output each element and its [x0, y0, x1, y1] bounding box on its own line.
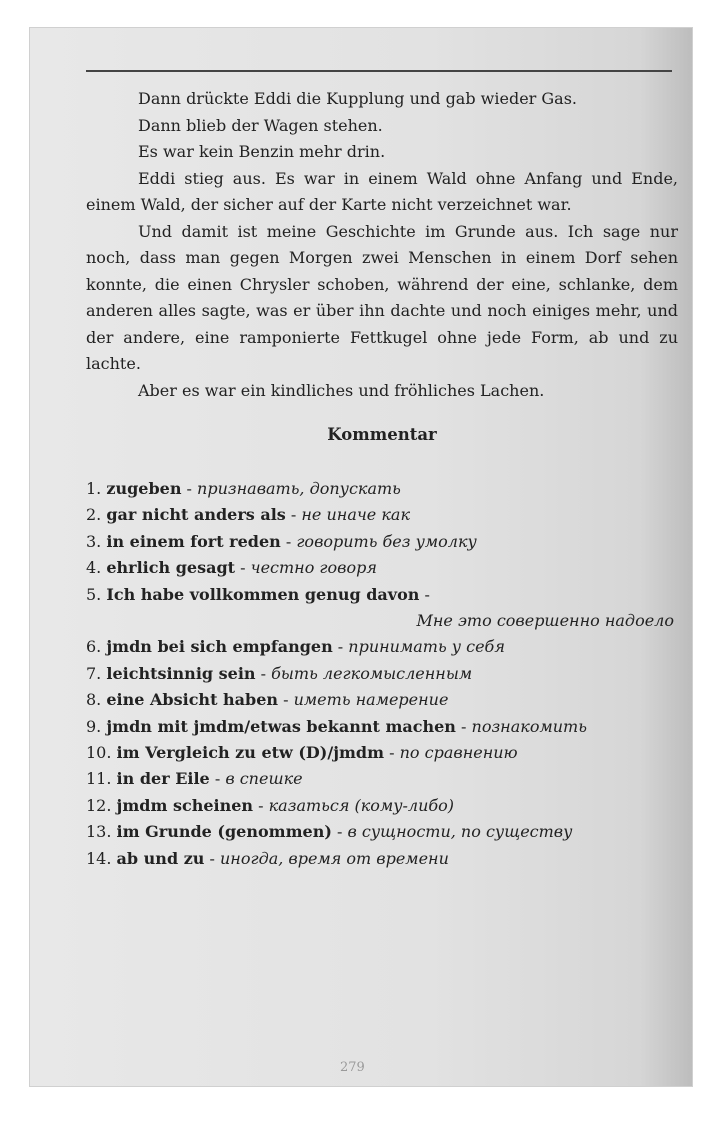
vocab-item — [86, 502, 678, 528]
story-text — [86, 86, 678, 404]
vocab-number: 1. — [86, 479, 102, 498]
vocab-number: 12. — [86, 795, 112, 815]
vocab-russian: признавать, допускать — [197, 479, 401, 498]
paragraph: Es war kein Benzin mehr drin. — [138, 142, 386, 161]
vocab-number: 2. — [86, 505, 102, 525]
vocab-separator: - — [209, 769, 226, 789]
paragraph: Dann drückte Eddi die Kupplung und gab wieder Gas. — [138, 89, 578, 108]
commentary-heading: Kommentar — [327, 425, 437, 444]
vocab-number: 4. — [86, 558, 102, 578]
vocab-russian: честно говоря — [250, 558, 377, 578]
paragraph: Und damit ist meine Geschichte im Grunde aus. Ich sage nur noch, dass man gegen Morgen zwei Menschen in einem Dorf sehen konnte, die einen Chrysler schoben, während der eine, schlanke, dem anderen alles sagte, was er über ihn dachte und noch einiges mehr, und der andere, eine ramponierte Fettkugel ohne jede Form, ab und zu lachte. — [86, 221, 678, 373]
vocab-german: in einem fort reden — [106, 531, 281, 551]
vocab-number: 13. — [86, 822, 112, 842]
vocab-item — [86, 793, 678, 819]
vocab-separator: - — [253, 795, 269, 815]
vocab-german: ehrlich gesagt — [106, 558, 236, 578]
vocab-item — [86, 766, 678, 792]
vocab-russian: в сущности, по существу — [347, 822, 573, 842]
vocab-continuation — [86, 608, 678, 634]
vocab-german: eine Absicht haben — [106, 690, 279, 710]
vocab-german: im Vergleich zu etw (D)/jmdm — [116, 743, 385, 763]
vocab-separator: - — [280, 531, 297, 551]
vocab-number: 9. — [86, 716, 102, 736]
vocab-separator: - — [384, 743, 400, 763]
vocab-number: 8. — [86, 690, 102, 710]
vocab-german: in der Eile — [116, 769, 210, 789]
vocab-number: 5. — [86, 584, 102, 604]
vocab-german: gar nicht anders als — [106, 505, 286, 525]
vocab-german: im Grunde (genommen) — [116, 822, 332, 842]
vocab-russian: иногда, время от времени — [220, 848, 449, 868]
vocab-russian: Мне это совершенно надоело — [416, 611, 674, 631]
vocab-russian: по сравнению — [399, 743, 518, 763]
vocab-russian: быть легкомысленным — [271, 663, 473, 683]
vocab-russian: принимать у себя — [348, 637, 505, 657]
vocab-separator: - — [278, 690, 294, 710]
vocab-item — [86, 661, 678, 687]
vocab-russian: говорить без умолку — [296, 531, 477, 551]
paragraph: Aber es war ein kindliches und fröhliches Lachen. — [138, 380, 545, 400]
vocab-number: 3. — [86, 531, 102, 551]
vocab-item — [86, 582, 678, 608]
vocab-german: leichtsinnig sein — [106, 663, 256, 683]
vocab-separator: - — [332, 637, 349, 657]
vocab-number: 7. — [86, 663, 102, 683]
vocab-separator: - — [181, 479, 198, 498]
vocab-number: 10. — [86, 743, 112, 763]
vocab-german: jmdm scheinen — [116, 795, 254, 815]
vocab-separator: - — [235, 558, 251, 578]
vocab-item — [86, 846, 678, 872]
vocab-german: zugeben — [106, 479, 182, 498]
vocab-separator: - — [331, 822, 348, 842]
vocab-item — [86, 740, 678, 766]
vocab-item — [86, 634, 678, 660]
page-number: 279 — [340, 1060, 365, 1075]
vocab-item — [86, 529, 678, 555]
vocab-german: jmdn bei sich empfangen — [106, 637, 333, 657]
vocab-item — [86, 714, 678, 740]
vocab-russian: казаться (кому-либо) — [268, 795, 455, 815]
vocab-separator: - — [285, 505, 302, 525]
vocab-number: 14. — [86, 848, 112, 868]
paragraph: Eddi stieg aus. Es war in einem Wald ohne Anfang und Ende, einem Wald, der sicher auf der Karte nicht verzeichnet war. — [86, 168, 678, 214]
top-rule — [86, 70, 672, 72]
vocab-item — [86, 687, 678, 713]
vocab-item — [86, 555, 678, 581]
vocab-separator: - — [204, 848, 220, 868]
paragraph: Dann blieb der Wagen stehen. — [138, 115, 383, 135]
vocab-number: 11. — [86, 769, 112, 789]
vocab-separator: - — [255, 663, 272, 683]
vocab-number: 6. — [86, 637, 102, 657]
vocab-russian: в спешке — [225, 769, 303, 789]
vocab-german: Ich habe vollkommen genug davon — [106, 584, 420, 604]
vocab-item — [86, 476, 678, 502]
vocab-russian: познакомить — [471, 716, 587, 736]
vocab-german: ab und zu — [116, 848, 205, 868]
vocabulary-list — [86, 476, 678, 872]
vocab-item — [86, 819, 678, 845]
vocab-separator: - — [419, 584, 430, 604]
vocab-german: jmdn mit jmdm/etwas bekannt machen — [106, 716, 456, 736]
vocab-russian: иметь намерение — [293, 690, 449, 710]
vocab-separator: - — [455, 716, 472, 736]
vocab-russian: не иначе как — [301, 505, 411, 525]
